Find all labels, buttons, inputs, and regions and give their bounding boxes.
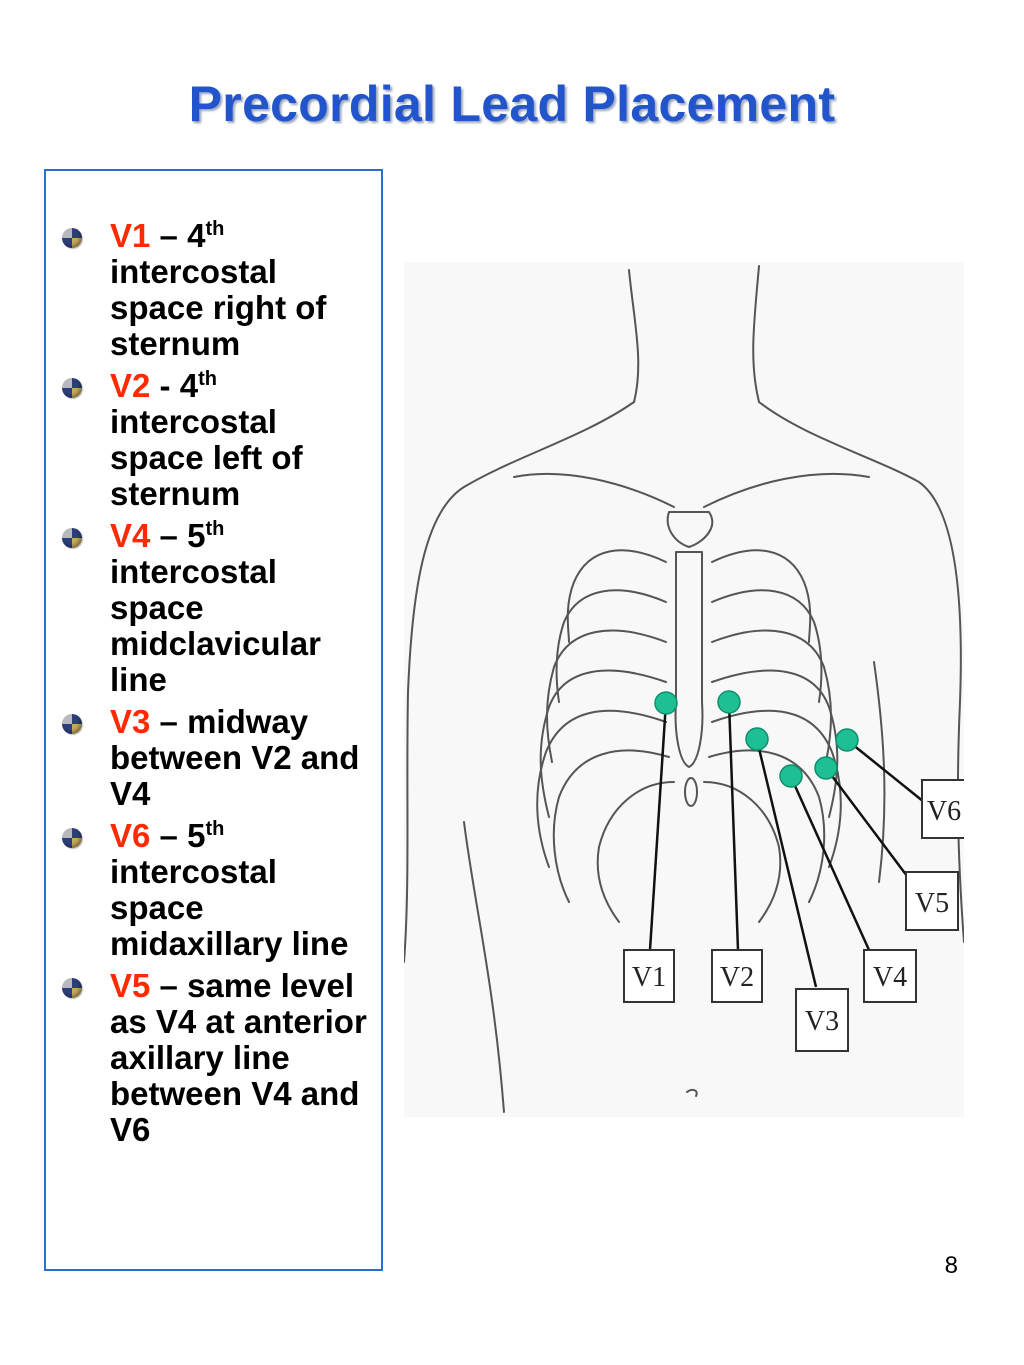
v6-label: V6 (926, 796, 962, 827)
v3-label: V3 (804, 1006, 840, 1037)
rib (537, 711, 666, 867)
v6-leader-line (847, 740, 924, 802)
ordinal-suffix: th (205, 218, 225, 240)
v3-electrode (746, 728, 768, 750)
bullet-v6 (46, 818, 381, 962)
page-number: 8 (944, 1252, 958, 1279)
v6-electrode (836, 729, 858, 751)
v2-electrode (718, 691, 740, 713)
clavicle (704, 474, 869, 507)
lead-placement-text-panel (44, 169, 383, 1271)
bullet-icon (62, 228, 82, 248)
ordinal: 5 (187, 517, 206, 554)
bullet-icon (62, 378, 82, 398)
bullet-icon (62, 978, 82, 998)
bullet-v3 (46, 704, 381, 812)
v1-leader-line (650, 702, 666, 950)
bullet-text: intercostal space midaxillary line (110, 853, 349, 962)
chest-lead-diagram (404, 262, 964, 1117)
v1-label: V1 (631, 962, 667, 993)
v2-leader-line (729, 702, 738, 950)
bullet-icon (62, 828, 82, 848)
ordinal-suffix: th (205, 818, 225, 840)
separator: – (150, 703, 188, 740)
rib (554, 750, 669, 902)
lead-placement-list (46, 218, 381, 1154)
arm-outline (874, 662, 884, 882)
sternum (676, 552, 703, 767)
bullet-text: intercostal space right of sternum (110, 253, 327, 362)
v2-label: V2 (719, 962, 755, 993)
separator: – (150, 817, 188, 854)
bullet-text: intercostal space left of sternum (110, 403, 303, 512)
v4-label: V4 (872, 962, 908, 993)
bullet-text: intercostal space midclavicular line (110, 553, 321, 698)
slide-title: Precordial Lead Placement (188, 76, 836, 132)
v5-label: V5 (914, 888, 950, 919)
bullet-icon (62, 714, 82, 734)
bullet-text: same level as V4 at anterior axillary line between V4 and V6 (110, 967, 367, 1148)
arm-outline (464, 822, 504, 1112)
lead-name: V3 (110, 703, 151, 740)
rib (598, 782, 674, 922)
lead-name: V1 (110, 217, 151, 254)
neck-outline (753, 266, 759, 402)
v5-leader-line (826, 768, 910, 880)
ordinal: 4 (179, 367, 199, 404)
lead-name: V6 (110, 817, 151, 854)
ordinal-suffix: th (205, 518, 225, 540)
rib (709, 750, 824, 902)
v4-leader-line (791, 777, 869, 950)
bullet-v5 (46, 968, 381, 1148)
bullet-v2 (46, 368, 381, 512)
separator: – (150, 967, 188, 1004)
v4-electrode (780, 765, 802, 787)
ordinal: 4 (187, 217, 206, 254)
lead-name: V5 (110, 967, 151, 1004)
separator: – (150, 217, 188, 254)
lead-name: V2 (110, 367, 151, 404)
bullet-text: midway between V2 and V4 (110, 703, 360, 812)
clavicle (514, 474, 674, 507)
xiphoid (685, 778, 697, 806)
navel (687, 1090, 697, 1096)
rib (712, 590, 821, 702)
lead-name: V4 (110, 517, 151, 554)
rib (547, 631, 666, 762)
v1-electrode (655, 692, 677, 714)
rib (557, 590, 666, 702)
v5-electrode (815, 757, 837, 779)
sternum (668, 512, 713, 547)
bullet-icon (62, 528, 82, 548)
bullet-v4 (46, 518, 381, 698)
neck-outline (629, 270, 638, 402)
chest-illustration (404, 262, 964, 1117)
separator: - (150, 367, 180, 404)
separator: – (150, 517, 188, 554)
ordinal: 5 (187, 817, 206, 854)
rib (704, 782, 780, 922)
ordinal-suffix: th (198, 368, 217, 390)
bullet-v1 (46, 218, 381, 362)
